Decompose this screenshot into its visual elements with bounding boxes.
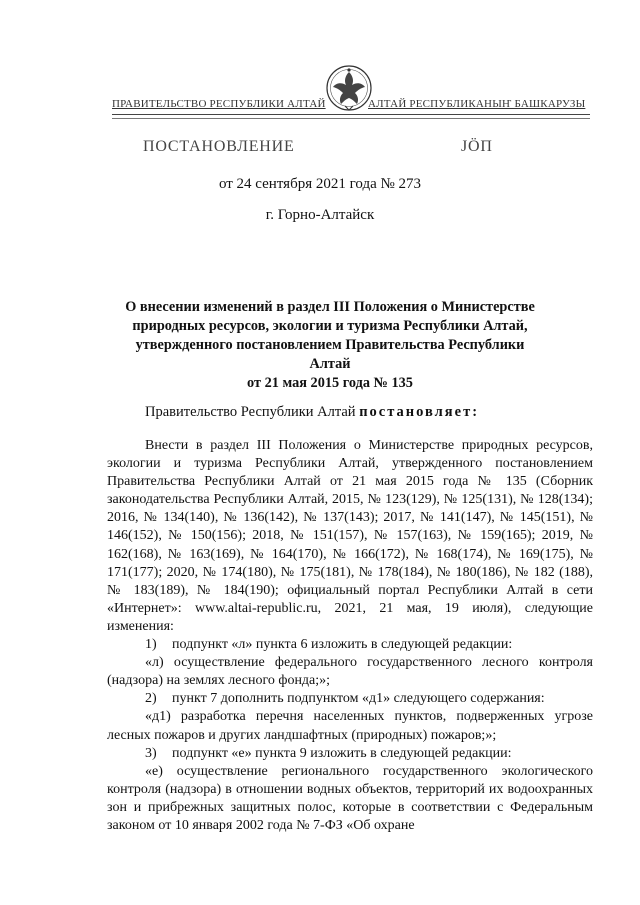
header-rule-thick bbox=[112, 114, 590, 115]
document-body bbox=[107, 437, 593, 835]
intro-prefix: Правительство Республики Алтай bbox=[145, 404, 356, 420]
quoted-text-3: «е) осуществление регионального государственного экологического контроля (надзора) в отношении водных объектов, территорий их водоохранных зон и прибрежных защитных полос, которые в соответствии с Федеральным законом от 10 января 2002 года № 7-ФЗ «Об охране bbox=[107, 763, 593, 833]
title-line: утвержденного постановлением Правительства Республики Алтай bbox=[135, 337, 525, 372]
body-paragraph-main: Внести в раздел III Положения о Министерстве природных ресурсов, экологии и туризма Республики Алтай, утвержденного постановлением Правительства Республики Алтай от 21 мая 2015 года № 135 (Сборник законодательства Республики Алтай, 2015, № 123(129), № 125(131), № 128(134); 2016, № 134(140), № 136(142), № 137(143); 2017, № 141(147), № 145(151), № 146(152), № 150(156); 2018, № 151(157), № 157(163), № 159(165); 2019, № 162(168), № 163(169), № 164(170), № 166(172), № 168(174), № 169(175), № 171(177); 2020, № 174(180), № 175(181), № 178(184), № 180(186), № 182 (188), № 183(189), № 184(190); официальный портал Республики Алтай в сети «Интернет»: www.altai-republic.ru, 2021, 21 мая, 19 июля), следующие изменения: bbox=[107, 438, 593, 634]
list-item-3 bbox=[107, 745, 593, 763]
list-item-number: 3) bbox=[145, 745, 157, 761]
quoted-text-2: «д1) разработка перечня населенных пунктов, подверженных угрозе лесных пожаров и других ландшафтных (природных) пожаров;»; bbox=[107, 709, 593, 743]
header-org-right: АЛТАЙ РЕСПУБЛИКАНЫҤ БАШКАРУЗЫ bbox=[368, 98, 586, 110]
resolution-intro bbox=[145, 404, 479, 421]
title-line: О внесении изменений в раздел III Положения о Министерстве bbox=[125, 299, 535, 315]
list-item-number: 2) bbox=[145, 691, 157, 707]
title-line: от 21 мая 2015 года № 135 bbox=[247, 375, 413, 391]
title-line: природных ресурсов, экологии и туризма Республики Алтай, bbox=[132, 318, 528, 334]
header-rule-thin bbox=[112, 118, 590, 119]
list-item-2 bbox=[107, 690, 593, 708]
header-org-left: ПРАВИТЕЛЬСТВО РЕСПУБЛИКИ АЛТАЙ bbox=[112, 98, 326, 110]
intro-verb: постановляет: bbox=[359, 404, 480, 420]
list-item-text: подпункт «л» пункта 6 изложить в следующей редакции: bbox=[172, 637, 513, 653]
doc-type-altai: ЈӦП bbox=[461, 138, 493, 155]
list-item-text: подпункт «е» пункта 9 изложить в следующей редакции: bbox=[172, 745, 512, 761]
list-item-number: 1) bbox=[145, 637, 157, 653]
quoted-text-1: «л) осуществление федерального государственного лесного контроля (надзора) на землях лесного фонда;»; bbox=[107, 655, 593, 689]
list-item-1 bbox=[107, 636, 593, 654]
coat-of-arms-emblem-icon bbox=[324, 62, 374, 118]
document-title bbox=[120, 298, 540, 393]
list-item-text: пункт 7 дополнить подпунктом «д1» следующего содержания: bbox=[172, 691, 545, 707]
document-city: г. Горно-Алтайск bbox=[265, 207, 375, 223]
doc-type-russian: ПОСТАНОВЛЕНИЕ bbox=[143, 138, 295, 155]
document-date-number: от 24 сентября 2021 года № 273 bbox=[218, 176, 422, 192]
